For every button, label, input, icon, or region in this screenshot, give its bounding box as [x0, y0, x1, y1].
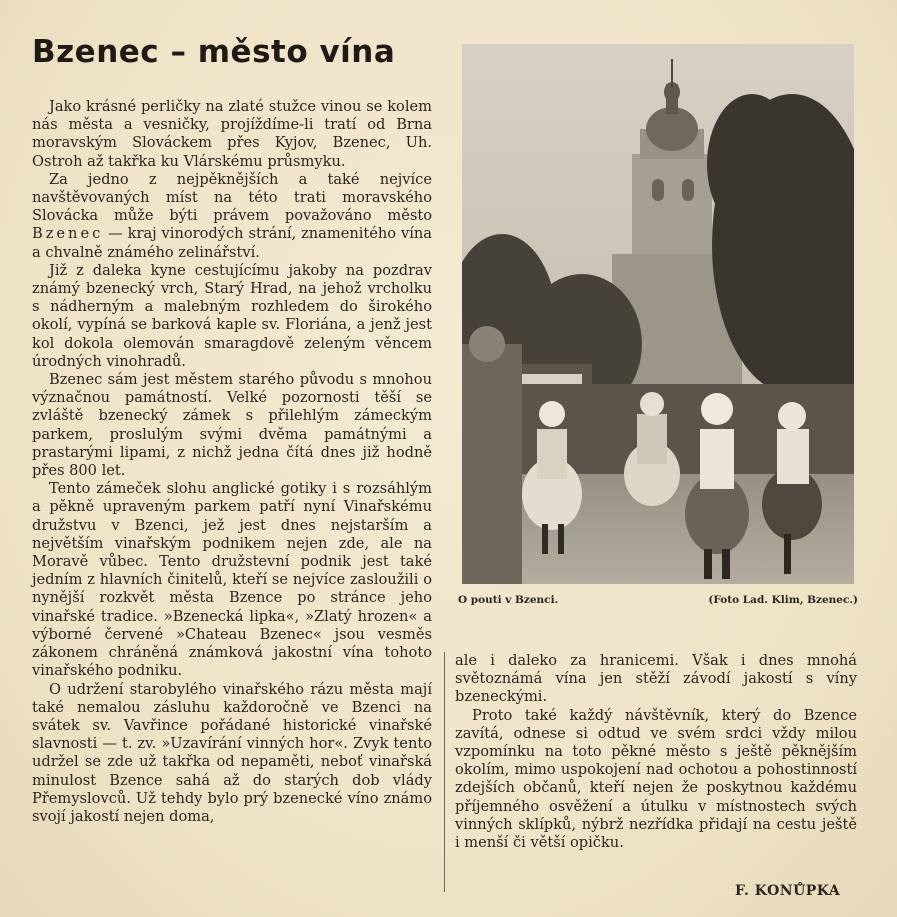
photo-illustration: [462, 44, 854, 584]
article-title: Bzenec – město vína: [32, 34, 396, 70]
caption-credit: (Foto Lad. Klim, Bzenec.): [708, 594, 858, 606]
paragraph-4: Bzenec sám jest městem starého původu s mnohou význačnou památností. Velké pozornosti těší se zvláště bzenecký zámek s přilehlým zámeckým parkem, proslulým svými dvěma památnými a prastarými lipami, z nichž jedna čítá dnes již hodně přes 800 let.: [32, 371, 432, 480]
column-divider: [444, 652, 445, 892]
festival-photo: [462, 44, 854, 584]
paragraph-5: Tento zámeček slohu anglické gotiky i s rozsáhlým a pěkně upraveným parkem patří nyní Vinařskému družstvu v Bzenci, jež jest dnes nejstarším a největším vinařským podnikem nejen zde, ale na Moravě vůbec. Tento družstevní podnik jest také jedním z hlavních činitelů, kteří se nejvíce zasloužili o nynější rozkvět města Bzence po stránce jeho vinařské tradice. »Bzenecká lipka«, »Zlatý hrozen« a výborné červené »Chateau Bzenec« jsou vesměs zákonem chráněná známková jakostní vína tohoto vinařského podniku.: [32, 480, 432, 680]
author-signature: F. KONŮPKA: [735, 883, 841, 899]
paragraph-2: [32, 171, 432, 262]
photo-caption: [458, 594, 858, 606]
right-text-column: [455, 652, 857, 852]
paragraph-2-end: — kraj vinorodých strání, znamenitého vína a chvalně známého zelinářství.: [32, 225, 432, 261]
left-text-column: [32, 98, 432, 826]
paragraph-7: ale i daleko za hranicemi. Však i dnes mnohá světoznámá vína jen stěží závodí jakostí s víny bzeneckými.: [455, 652, 857, 706]
paragraph-3: Již z daleka kyne cestujícímu jakoby na pozdrav známý bzenecký vrch, Starý Hrad, na jehož vrcholku s nádherným a malebným rozhledem do širokého okolí, vypíná se barková kaple sv. Floriána, a jenž jest kol dokola olemován smaragdově zeleným věncem úrodných vinohradů.: [32, 261, 432, 370]
town-name-spaced: Bzenec: [32, 225, 104, 243]
caption-title: O pouti v Bzenci.: [458, 594, 559, 606]
paragraph-6: O udržení starobylého vinařského rázu města mají také nemalou zásluhu každoročně ve Bzenci na svátek sv. Vavřince pořádané historické vinařské slavnosti — t. zv. »Uzavírání vinných hor«. Zvyk tento udržel se zde už takřka od nepaměti, neboť vinařská minulost Bzence sahá až do starých dob vlády Přemyslovců. Už tehdy bylo prý bzenecké víno známo svojí jakostí nejen doma,: [32, 680, 432, 825]
paragraph-1: Jako krásné perličky na zlaté stužce vinou se kolem nás města a vesničky, projíždíme-li tratí od Brna moravským Slováckem přes Kyjov, Bzenec, Uh. Ostroh až takřka ku Vlárskému průsmyku.: [32, 98, 432, 170]
paragraph-2-start: Za jedno z nejpěknějších a také nejvíce navštěvovaných míst na této trati moravského Slovácka může býti právem považováno město: [32, 170, 432, 225]
paragraph-8: Proto také každý návštěvník, který do Bzence zavítá, odnese si odtud ve svém srdci vždy milou vzpomínku na toto pěkné město s ještě pěknějším okolím, mimo uspokojení nad ochotou a pohostinností zdejších občanů, kteří nejen že poskytnou každému příjemného osvěžení a útulku v místnostech svých vinných sklípků, nýbrž nezřídka přidají na cestu ještě i menší či větší opičku.: [455, 706, 857, 852]
